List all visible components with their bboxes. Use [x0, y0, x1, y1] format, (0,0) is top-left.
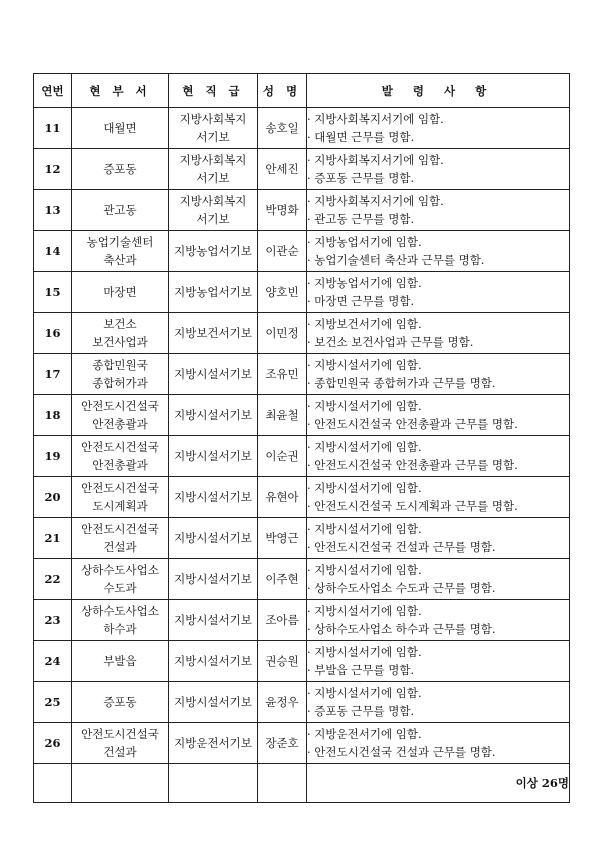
row-current-grade: 지방운전서기보 — [169, 723, 258, 764]
row-name: 조아름 — [258, 600, 307, 641]
row-current-grade: 지방사회복지 서기보 — [169, 149, 258, 190]
row-current-dept: 농업기술센터 축산과 — [72, 231, 169, 272]
row-name: 박영근 — [258, 518, 307, 559]
appointment-line-rank: · 지방농업서기에 임함. — [307, 276, 422, 290]
row-appointment-detail — [307, 395, 570, 436]
table-row — [34, 190, 570, 231]
table-body — [34, 108, 570, 764]
row-number: 23 — [34, 600, 72, 641]
row-name: 이순권 — [258, 436, 307, 477]
row-current-grade: 지방사회복지 서기보 — [169, 190, 258, 231]
row-name: 송호일 — [258, 108, 307, 149]
table-row — [34, 600, 570, 641]
appointment-line-rank: · 지방시설서기에 임함. — [307, 358, 422, 372]
row-number: 11 — [34, 108, 72, 149]
row-current-dept: 안전도시건설국 건설과 — [72, 723, 169, 764]
row-appointment-detail — [307, 600, 570, 641]
table-row — [34, 272, 570, 313]
appointment-line-post: · 종합민원국 종합허가과 근무를 명함. — [307, 376, 496, 390]
row-appointment-detail — [307, 559, 570, 600]
row-name: 권승원 — [258, 641, 307, 682]
appointment-line-post: · 보건소 보건사업과 근무를 명함. — [307, 335, 474, 349]
row-number: 13 — [34, 190, 72, 231]
header-grade: 현 직 급 — [169, 74, 258, 108]
header-name: 성 명 — [258, 74, 307, 108]
row-current-dept: 상하수도사업소 하수과 — [72, 600, 169, 641]
row-appointment-detail — [307, 477, 570, 518]
appointment-line-post: · 대월면 근무를 명함. — [307, 130, 415, 144]
appointment-line-rank: · 지방보건서기에 임함. — [307, 317, 422, 331]
row-current-dept: 상하수도사업소 수도과 — [72, 559, 169, 600]
row-number: 14 — [34, 231, 72, 272]
row-appointment-detail — [307, 272, 570, 313]
row-current-grade: 지방시설서기보 — [169, 354, 258, 395]
row-current-dept: 관고동 — [72, 190, 169, 231]
row-number: 17 — [34, 354, 72, 395]
row-number: 19 — [34, 436, 72, 477]
appointment-line-post: · 상하수도사업소 하수과 근무를 명함. — [307, 622, 496, 636]
row-appointment-detail — [307, 108, 570, 149]
row-name: 안세진 — [258, 149, 307, 190]
appointment-line-rank: · 지방운전서기에 임함. — [307, 727, 422, 741]
row-name: 유현아 — [258, 477, 307, 518]
header-no: 연번 — [34, 74, 72, 108]
row-current-dept: 보건소 보건사업과 — [72, 313, 169, 354]
row-current-dept: 부발읍 — [72, 641, 169, 682]
table-row — [34, 395, 570, 436]
summary-row — [34, 764, 570, 803]
table-row — [34, 354, 570, 395]
row-name: 양호빈 — [258, 272, 307, 313]
row-appointment-detail — [307, 149, 570, 190]
row-current-grade: 지방시설서기보 — [169, 518, 258, 559]
row-appointment-detail — [307, 723, 570, 764]
row-number: 24 — [34, 641, 72, 682]
row-current-grade: 지방시설서기보 — [169, 600, 258, 641]
appointment-line-rank: · 지방사회복지서기에 임함. — [307, 153, 444, 167]
table-row — [34, 149, 570, 190]
appointment-line-post: · 상하수도사업소 수도과 근무를 명함. — [307, 581, 496, 595]
row-name: 조유민 — [258, 354, 307, 395]
row-name: 박명화 — [258, 190, 307, 231]
row-current-dept: 안전도시건설국 도시계획과 — [72, 477, 169, 518]
appointment-line-rank: · 지방농업서기에 임함. — [307, 235, 422, 249]
appointment-line-rank: · 지방시설서기에 임함. — [307, 563, 422, 577]
row-name: 이민정 — [258, 313, 307, 354]
row-appointment-detail — [307, 190, 570, 231]
appointment-line-rank: · 지방시설서기에 임함. — [307, 399, 422, 413]
appointment-line-rank: · 지방시설서기에 임함. — [307, 604, 422, 618]
row-number: 18 — [34, 395, 72, 436]
row-appointment-detail — [307, 313, 570, 354]
row-current-grade: 지방시설서기보 — [169, 641, 258, 682]
row-number: 21 — [34, 518, 72, 559]
row-current-grade: 지방보건서기보 — [169, 313, 258, 354]
row-current-grade: 지방시설서기보 — [169, 477, 258, 518]
row-current-grade: 지방사회복지 서기보 — [169, 108, 258, 149]
row-appointment-detail — [307, 231, 570, 272]
table-row — [34, 477, 570, 518]
table-row — [34, 723, 570, 764]
row-number: 22 — [34, 559, 72, 600]
row-number: 15 — [34, 272, 72, 313]
appointment-line-rank: · 지방시설서기에 임함. — [307, 481, 422, 495]
row-appointment-detail — [307, 518, 570, 559]
row-current-grade: 지방농업서기보 — [169, 272, 258, 313]
appointment-line-post: · 부발읍 근무를 명함. — [307, 663, 415, 677]
appointment-line-post: · 안전도시건설국 안전총괄과 근무를 명함. — [307, 458, 518, 472]
table-row — [34, 108, 570, 149]
row-current-grade: 지방시설서기보 — [169, 682, 258, 723]
row-number: 20 — [34, 477, 72, 518]
row-current-grade: 지방시설서기보 — [169, 395, 258, 436]
header-detail: 발 령 사 항 — [307, 74, 570, 108]
summary-empty-cell — [169, 764, 258, 803]
table-row — [34, 559, 570, 600]
summary-empty-cell — [72, 764, 169, 803]
row-current-grade: 지방시설서기보 — [169, 436, 258, 477]
row-current-dept: 안전도시건설국 안전총괄과 — [72, 395, 169, 436]
table-row — [34, 518, 570, 559]
row-current-dept: 종합민원국 종합허가과 — [72, 354, 169, 395]
row-current-dept: 증포동 — [72, 682, 169, 723]
row-current-dept: 안전도시건설국 건설과 — [72, 518, 169, 559]
table-row — [34, 436, 570, 477]
table-row — [34, 682, 570, 723]
row-number: 16 — [34, 313, 72, 354]
appointment-line-post: · 증포동 근무를 명함. — [307, 171, 415, 185]
appointment-line-rank: · 지방시설서기에 임함. — [307, 645, 422, 659]
row-name: 이관순 — [258, 231, 307, 272]
appointment-line-post: · 안전도시건설국 도시계획과 근무를 명함. — [307, 499, 518, 513]
row-current-dept: 증포동 — [72, 149, 169, 190]
row-number: 12 — [34, 149, 72, 190]
row-name: 이주현 — [258, 559, 307, 600]
row-number: 25 — [34, 682, 72, 723]
row-current-dept: 마장면 — [72, 272, 169, 313]
appointment-line-post: · 농업기술센터 축산과 근무를 명함. — [307, 253, 485, 267]
header-dept: 현 부 서 — [72, 74, 169, 108]
row-current-grade: 지방농업서기보 — [169, 231, 258, 272]
row-appointment-detail — [307, 436, 570, 477]
appointment-line-rank: · 지방시설서기에 임함. — [307, 522, 422, 536]
summary-empty-cell — [258, 764, 307, 803]
appointment-line-rank: · 지방사회복지서기에 임함. — [307, 194, 444, 208]
row-appointment-detail — [307, 354, 570, 395]
row-appointment-detail — [307, 641, 570, 682]
table-row — [34, 313, 570, 354]
row-number: 26 — [34, 723, 72, 764]
row-current-dept: 대월면 — [72, 108, 169, 149]
appointment-line-post: · 안전도시건설국 건설과 근무를 명함. — [307, 745, 496, 759]
table-row — [34, 641, 570, 682]
appointment-line-post: · 안전도시건설국 건설과 근무를 명함. — [307, 540, 496, 554]
appointment-line-post: · 마장면 근무를 명함. — [307, 294, 415, 308]
appointment-line-post: · 증포동 근무를 명함. — [307, 704, 415, 718]
appointment-table — [33, 73, 570, 803]
total-count: 이상 26명 — [307, 764, 570, 803]
appointment-line-rank: · 지방사회복지서기에 임함. — [307, 112, 444, 126]
table-row — [34, 231, 570, 272]
row-name: 윤정우 — [258, 682, 307, 723]
appointment-line-rank: · 지방시설서기에 임함. — [307, 686, 422, 700]
summary-empty-cell — [34, 764, 72, 803]
appointment-line-post: · 안전도시건설국 안전총괄과 근무를 명함. — [307, 417, 518, 431]
row-name: 최윤철 — [258, 395, 307, 436]
row-name: 장준호 — [258, 723, 307, 764]
row-appointment-detail — [307, 682, 570, 723]
row-current-grade: 지방시설서기보 — [169, 559, 258, 600]
appointment-line-post: · 관고동 근무를 명함. — [307, 212, 415, 226]
table-header-row — [34, 74, 570, 108]
row-current-dept: 안전도시건설국 안전총괄과 — [72, 436, 169, 477]
appointment-line-rank: · 지방시설서기에 임함. — [307, 440, 422, 454]
